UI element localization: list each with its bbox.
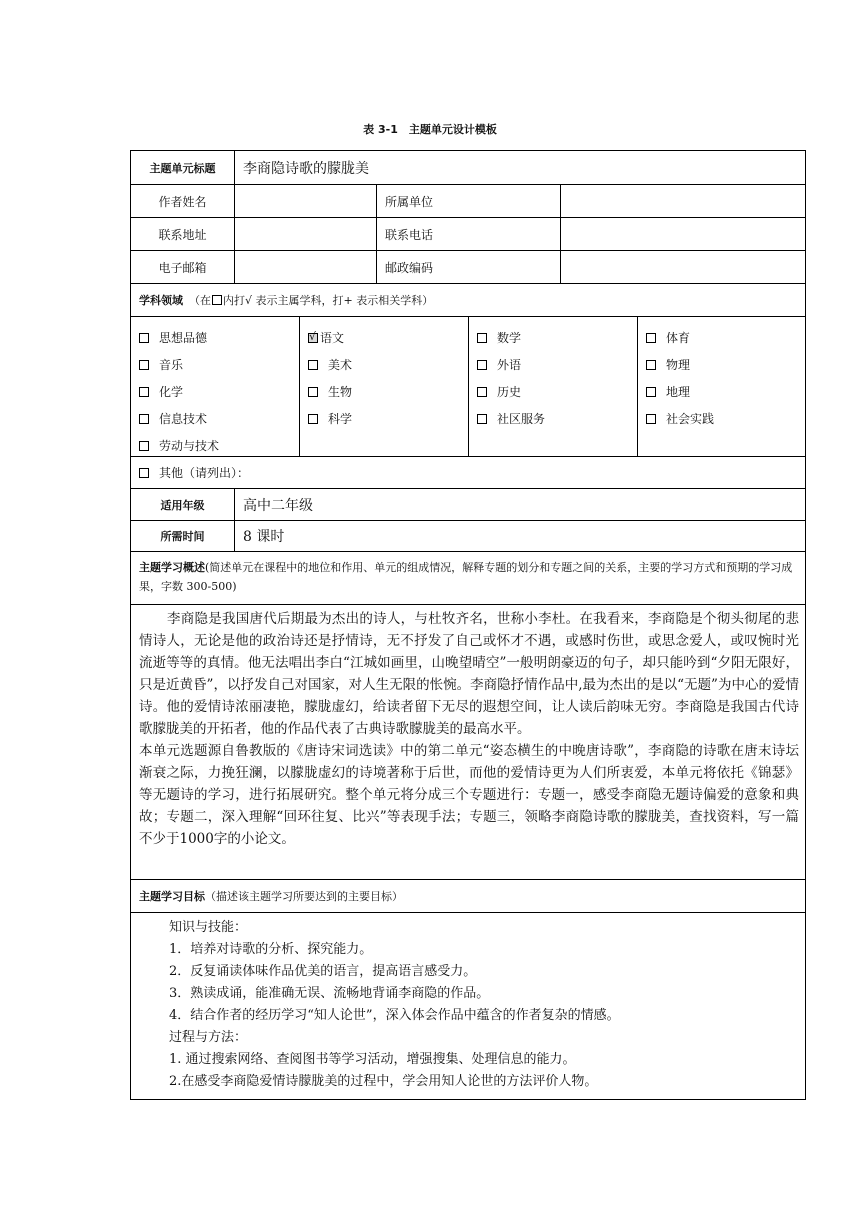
checkbox-icon[interactable] <box>139 414 149 424</box>
overview-header-label: 主题学习概述 <box>139 561 205 574</box>
goals-header-note: （描述该主题学习所要达到的主要目标） <box>205 890 403 903</box>
checkbox-icon[interactable] <box>139 360 149 370</box>
time-value[interactable]: 8 课时 <box>243 529 285 545</box>
subject-label: 思想品德 <box>159 331 208 345</box>
goal-line: 2.在感受李商隐爱情诗朦胧美的过程中，学会用知人论世的方法评价人物。 <box>169 1074 598 1089</box>
subjects-grid <box>131 317 805 457</box>
subject-item[interactable] <box>139 356 183 373</box>
checkbox-icon[interactable] <box>308 414 318 424</box>
subject-column-4 <box>638 317 805 456</box>
subject-item[interactable] <box>646 410 714 427</box>
unit-title-label: 主题单元标题 <box>131 151 235 184</box>
checkbox-icon[interactable] <box>477 360 487 370</box>
affiliation-label: 所属单位 <box>377 185 561 217</box>
subject-item[interactable] <box>308 383 352 400</box>
subject-label: 美术 <box>328 358 353 372</box>
checkbox-icon[interactable] <box>477 333 487 343</box>
subject-label: 社区服务 <box>497 412 546 426</box>
subject-item[interactable] <box>477 383 521 400</box>
author-name-label: 作者姓名 <box>131 185 235 217</box>
subject-label: 物理 <box>666 358 691 372</box>
subject-item[interactable] <box>646 356 690 373</box>
goals-list <box>169 917 620 1093</box>
subject-label: 语文 <box>320 331 345 345</box>
subject-item[interactable] <box>308 356 352 373</box>
info-row-address <box>131 218 805 251</box>
overview-header <box>131 552 805 602</box>
subject-label: 历史 <box>497 385 522 399</box>
grade-value[interactable]: 高中二年级 <box>243 497 313 514</box>
subject-item[interactable] <box>646 383 690 400</box>
email-label: 电子邮箱 <box>131 251 235 283</box>
subject-item[interactable] <box>139 383 183 400</box>
other-label: 其他（请列出）： <box>159 466 250 480</box>
info-row-email <box>131 251 805 284</box>
unit-title-row <box>131 151 805 185</box>
goal-line: 4．结合作者的经历学习“知人论世”，深入体会作品中蕴含的作者复杂的情感。 <box>169 1008 620 1023</box>
subject-item[interactable] <box>646 329 690 346</box>
subject-header <box>131 284 805 316</box>
goals-header-row <box>131 880 805 913</box>
grade-row <box>131 489 805 521</box>
checkbox-icon[interactable] <box>477 414 487 424</box>
overview-paragraph-1: 李商隐是我国唐代后期最为杰出的诗人，与杜牧齐名，世称小李杜。在我看来，李商隐是个彻头彻尾的悲情诗人，无论是他的政治诗还是抒情诗，无不抒发了自己或怀才不遇，或感时伤世，或思念爱人，或叹惋时光流逝等等的真情。他无法唱出李白“江城如画里，山晚望晴空”一般明朗豪迈的句子，却只能吟到“夕阳无限好，只是近黄昏”，以抒发自己对国家，对人生无限的怅惋。李商隐抒情作品中,最为杰出的是以“无题”为中心的爱情诗。他的爱情诗浓丽凄艳，朦胧虚幻，给读者留下无尽的遐想空间，让人读后韵味无穷。李商隐是我国古代诗歌朦胧美的开拓者，他的作品代表了古典诗歌朦胧美的最高水平。 <box>139 611 799 737</box>
subject-label: 劳动与技术 <box>159 439 220 453</box>
checkbox-icon[interactable] <box>139 441 149 451</box>
time-row <box>131 521 805 552</box>
subject-column-1 <box>131 317 300 456</box>
checkbox-sample-icon <box>212 295 222 305</box>
overview-body-row <box>131 605 805 880</box>
address-label: 联系地址 <box>131 218 235 250</box>
goal-line: 2．反复诵读体味作品优美的语言，提高语言感受力。 <box>169 964 477 979</box>
postcode-label: 邮政编码 <box>377 251 561 283</box>
subject-label: 科学 <box>328 412 353 426</box>
subject-column-2 <box>300 317 469 456</box>
subject-header-note-before: （在 <box>189 294 211 307</box>
overview-paragraph-2: 本单元选题源自鲁教版的《唐诗宋词选读》中的第二单元“姿态横生的中晚唐诗歌”，李商隐的诗歌在唐末诗坛渐衰之际，力挽狂澜，以朦胧虚幻的诗境著称于后世，而他的爱情诗更为人们所衷爱，本单元将依托《锦瑟》等无题诗的学习，进行拓展研究。整个单元将分成三个专题进行：专题一，感受李商隐无题诗偏爱的意象和典故；专题二，深入理解“回环往复、比兴”等表现手法；专题三，领略李商隐诗歌的朦胧美，查找资料，写一篇不少于1000字的小论文。 <box>139 743 799 847</box>
subject-column-3 <box>469 317 638 456</box>
subject-label: 音乐 <box>159 358 184 372</box>
subject-item[interactable] <box>477 410 545 427</box>
grade-label: 适用年级 <box>131 489 235 520</box>
subject-item[interactable] <box>477 356 521 373</box>
checkbox-icon[interactable] <box>139 333 149 343</box>
subject-label: 地理 <box>666 385 691 399</box>
checkbox-icon[interactable] <box>646 333 656 343</box>
overview-header-note: (简述单元在课程中的地位和作用、单元的组成情况，解释专题的划分和专题之间的关系，主要的学习方式和预期的学习成果，字数 300-500) <box>139 561 793 593</box>
checkbox-icon[interactable] <box>646 360 656 370</box>
other-item[interactable] <box>131 457 805 488</box>
checkbox-icon[interactable] <box>477 387 487 397</box>
subject-label: 社会实践 <box>666 412 715 426</box>
other-row <box>131 457 805 489</box>
email-value[interactable] <box>235 251 377 283</box>
goals-body[interactable] <box>131 913 805 1099</box>
unit-design-table <box>130 150 806 1100</box>
checkbox-icon[interactable] <box>646 387 656 397</box>
subject-item[interactable] <box>139 437 219 454</box>
affiliation-value[interactable] <box>561 185 805 217</box>
phone-label: 联系电话 <box>377 218 561 250</box>
goal-line: 知识与技能： <box>169 920 248 935</box>
subject-label: 化学 <box>159 385 184 399</box>
subject-label: 生物 <box>328 385 353 399</box>
subject-header-row <box>131 284 805 317</box>
subject-header-label: 学科领域 <box>139 294 183 307</box>
subject-item[interactable] <box>477 329 521 346</box>
subject-label: 外语 <box>497 358 522 372</box>
checkbox-icon[interactable] <box>308 387 318 397</box>
subject-label: 信息技术 <box>159 412 208 426</box>
goal-line: 1. 通过搜索网络、查阅图书等学习活动，增强搜集、处理信息的能力。 <box>169 1052 576 1067</box>
subject-item[interactable] <box>308 410 352 427</box>
phone-value[interactable] <box>561 218 805 250</box>
author-name-value[interactable] <box>235 185 377 217</box>
unit-title-value[interactable]: 李商隐诗歌的朦胧美 <box>243 160 369 177</box>
subject-item-chinese[interactable] <box>308 329 344 346</box>
checkbox-icon[interactable] <box>646 414 656 424</box>
time-label: 所需时间 <box>131 521 235 551</box>
address-value[interactable] <box>235 218 377 250</box>
checkbox-icon[interactable] <box>139 387 149 397</box>
info-row-author <box>131 185 805 218</box>
checkbox-icon[interactable] <box>139 468 149 478</box>
table-caption: 表 3-1 主题单元设计模板 <box>363 123 497 136</box>
subject-header-note-after: 内打√ 表示主属学科，打+ 表示相关学科） <box>223 294 434 307</box>
subject-item[interactable] <box>139 410 207 427</box>
goals-header <box>131 880 805 912</box>
goal-line: 1．培养对诗歌的分析、探究能力。 <box>169 942 373 957</box>
subject-label: 体育 <box>666 331 691 345</box>
checkbox-checked-icon[interactable] <box>308 333 318 343</box>
goal-line: 过程与方法： <box>169 1030 248 1045</box>
checkbox-icon[interactable] <box>308 360 318 370</box>
overview-header-row <box>131 552 805 605</box>
overview-text[interactable] <box>139 608 799 850</box>
postcode-value[interactable] <box>561 251 805 283</box>
goals-header-label: 主题学习目标 <box>139 890 205 903</box>
subject-label: 数学 <box>497 331 522 345</box>
goal-line: 3．熟读成诵，能准确无误、流畅地背诵李商隐的作品。 <box>169 986 490 1001</box>
subject-item[interactable] <box>139 329 207 346</box>
